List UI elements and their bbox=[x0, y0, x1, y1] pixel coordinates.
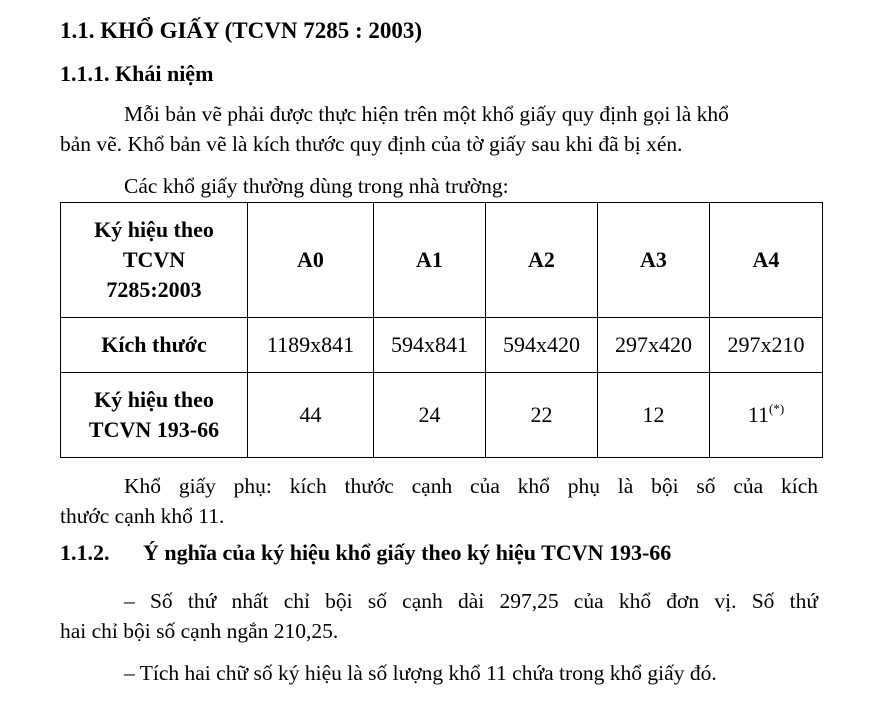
subsection-heading-concept: 1.1.1. Khái niệm bbox=[60, 61, 214, 86]
subsection-number: 1.1.2. bbox=[60, 540, 110, 565]
size-row-label: Kích thước bbox=[61, 318, 248, 373]
concept-line-2: bản vẽ. Khổ bản vẽ là kích thước quy định của tờ giấy sau khi đã bị xén. bbox=[60, 132, 683, 156]
table-cell: 22 bbox=[486, 373, 598, 458]
column-header-a2: A2 bbox=[486, 203, 598, 318]
table-cell-with-footnote: 11(*) bbox=[710, 373, 823, 458]
column-header-a1: A1 bbox=[374, 203, 486, 318]
aux-line-1: Khổ giấy phụ: kích thước cạnh của khổ phụ là bội số của kích bbox=[124, 474, 818, 498]
bullet-2-text: – Tích hai chữ số ký hiệu là số lượng khổ 11 chứa trong khổ giấy đó. bbox=[124, 661, 717, 685]
column-header-a3: A3 bbox=[598, 203, 710, 318]
bullet-2 bbox=[60, 658, 818, 688]
table-cell: 297x210 bbox=[710, 318, 823, 373]
concept-paragraph bbox=[60, 99, 818, 159]
table-row-header bbox=[61, 203, 823, 318]
subsection-title: Ý nghĩa của ký hiệu khổ giấy theo ký hiệu TCVN 193-66 bbox=[143, 540, 672, 565]
table-cell: 44 bbox=[248, 373, 374, 458]
concept-line-1: Mỗi bản vẽ phải được thực hiện trên một khổ giấy quy định gọi là khổ bbox=[124, 102, 729, 126]
table-intro-text: Các khổ giấy thường dùng trong nhà trường: bbox=[124, 174, 509, 198]
column-header-a4: A4 bbox=[710, 203, 823, 318]
table-row-sizes bbox=[61, 318, 823, 373]
paper-size-table bbox=[60, 202, 823, 458]
table-row-old-codes bbox=[61, 373, 823, 458]
table-cell: 1189x841 bbox=[248, 318, 374, 373]
column-header-a0: A0 bbox=[248, 203, 374, 318]
bullet-1-line-2: hai chỉ bội số cạnh ngắn 210,25. bbox=[60, 619, 339, 643]
footnote-mark: (*) bbox=[769, 401, 785, 416]
table-cell: 297x420 bbox=[598, 318, 710, 373]
aux-line-2: thước cạnh khổ 11. bbox=[60, 504, 225, 528]
table-cell: 594x420 bbox=[486, 318, 598, 373]
bullet-1-line-1: – Số thứ nhất chỉ bội số cạnh dài 297,25 của khổ đơn vị. Số thứ bbox=[124, 589, 818, 613]
table-cell: 24 bbox=[374, 373, 486, 458]
subsection-heading-meaning bbox=[60, 540, 671, 566]
table-cell: 12 bbox=[598, 373, 710, 458]
aux-paper-paragraph bbox=[60, 471, 818, 531]
table-cell: 594x841 bbox=[374, 318, 486, 373]
table-header-label: Ký hiệu theo TCVN 7285:2003 bbox=[61, 203, 248, 318]
old-code-row-label: Ký hiệu theo TCVN 193-66 bbox=[61, 373, 248, 458]
table-intro bbox=[60, 171, 818, 201]
section-heading: 1.1. KHỔ GIẤY (TCVN 7285 : 2003) bbox=[60, 18, 423, 43]
bullet-1 bbox=[60, 586, 818, 646]
